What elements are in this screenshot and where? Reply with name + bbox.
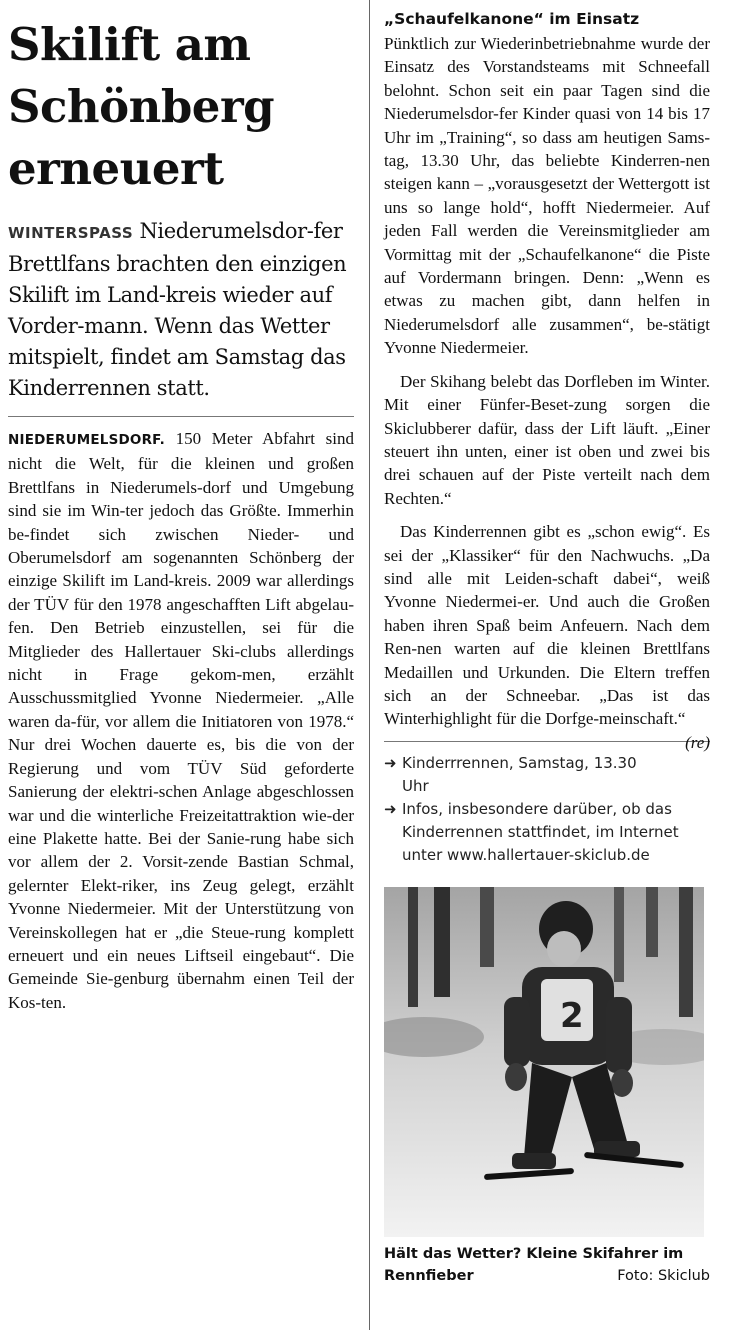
- headline-line-1: Skilift am: [8, 18, 251, 71]
- column-divider: [369, 0, 370, 1330]
- body-paragraph-3-text: Das Kinderrennen gibt es „schon ewig“. Es sei der „Klassiker“ für den Nachwuchs. „Da sind alle mit Leiden-schaft dabei“, weiß Yvonne Niedermei-er. Und auch die Großen haben ihren Spaß beim Anfeuern. Nach dem Ren-nen warten auf die kleinen Brettlfans Medaillen und Urkunden. Die Eltern treffen sich an der Schneebar. „Das ist das Winterhighlight für die Dorfge-meinschaft.“: [384, 522, 710, 729]
- arrow-right-icon: ➜: [384, 799, 397, 818]
- caption-text: Hält das Wetter? Kleine Skifahrer im Rennfieber: [384, 1245, 684, 1284]
- lead-text: Niederumelsdor-fer Brettlfans brachten den einzigen Skilift im Land-kreis wieder auf Vorder-mann. Wenn das Wetter mitspielt, findet am Samstag das Kinderrennen statt.: [8, 219, 347, 400]
- info-item: [384, 798, 710, 867]
- body-paragraph-1: Pünktlich zur Wiederinbetriebnahme wurde der Einsatz des Vorstandsteams mit Schneefall belohnt. Schon seit ein paar Tagen sind die Niederumelsdor-fer Kinder quasi von 14 bis 17 Uhr im „Training“, so dass am heutigen Sams-tag, 13.30 Uhr, das beliebte Kinderren-nen steigen kann – „vorausgesetzt der Wettergott ist uns so lange hold“, hofft Niedermeier. Auf jeden Fall werden die Vereinsmitglieder am Vormittag mit der „Schaufelkanone“ die Piste auf Vordermann bringen. Denn: „Wenn es etwas zu machen gibt, dann helfen in Niederumelsdorf alle zusammen“, be-stätigt Yvonne Niedermeier.: [384, 34, 710, 358]
- body-left-text: 150 Meter Abfahrt sind nicht die Welt, für die kleinen und großen Brettlfans in Niederumels-dorf und Umgebung sind sie im Win-ter jedoch das Größte. Immerhin be-findet sich zwischen Nieder- und Oberumelsdorf am sogenannten Schönberg der einzige Skilift im Land-kreis. 2009 war allerdings der TÜV für den 1978 angeschafften Lift abgelau-fen. Den Betrieb einzustellen, sei für die Mitglieder des Hallertauer Ski-clubs allerdings nicht in Frage gekom-men, erzählt Ausschussmitglied Yvonne Niedermeier. „Alle waren da-für, vor allem die Initiatoren von 1978.“ Nur drei Wochen dauerte es, bis die von der Regierung und vom TÜV Süd geforderte Sanierung der elektri-schen Anlage abgeschlossen war und die winterliche Freizeitattraktion wie-der eine Plakette hatte. Bei der Sanie-rung habe sich vor allem der 2. Vorsit-zende Bastian Schmal, gelernter Elekt-riker, ins Zeug gelegt, erzählt Yvonne Niedermeier. Mit der Unterstützung von Vereinskollegen hat er „die Steue-rung komplett erneuert und ein neues Liftseil eingebaut“. Die Gemeinde Sie-genburg übernahm einen Teil der Kos-ten.: [8, 429, 355, 1012]
- left-column: [8, 8, 354, 1024]
- tree-trunk: [408, 887, 418, 1007]
- photo-illustration: [384, 887, 704, 1237]
- bib-number: 2: [560, 995, 584, 1036]
- info-text: Kinderrrennen, Samstag, 13.30 Uhr: [402, 753, 637, 795]
- arrow-right-icon: ➜: [384, 753, 397, 772]
- info-divider: [384, 741, 710, 742]
- info-box: [384, 752, 710, 867]
- headline-line-3: erneuert: [8, 142, 224, 195]
- tree-trunk: [679, 887, 693, 1017]
- lead-paragraph: [8, 216, 354, 404]
- body-paragraph-3: [384, 520, 710, 752]
- tree-trunk: [434, 887, 450, 997]
- tree-trunk: [614, 887, 624, 982]
- article-body-right: [384, 32, 710, 752]
- lead-kicker: WINTERSPASS: [8, 224, 134, 242]
- tree-trunk: [646, 887, 658, 957]
- headline-line-2: Schönberg: [8, 80, 275, 133]
- right-column: [384, 8, 710, 1287]
- photo-caption: [384, 1243, 710, 1287]
- author-initials: (re): [685, 732, 710, 752]
- body-paragraph-2: Der Skihang belebt das Dorfleben im Winter. Mit einer Fünfer-Beset-zung sorgen die Skiclubberer dafür, dass der Lift läuft. „Einer steuert ihn unten, einer ist oben und zwei bis drei schauen auf der Piste verteilt nach dem Rechten.“: [384, 371, 710, 508]
- photo-credit: Foto: Skiclub: [617, 1267, 710, 1284]
- dateline: NIEDERUMELSDORF.: [8, 432, 165, 448]
- info-item: [384, 752, 663, 798]
- body-paragraph: [8, 427, 354, 1014]
- info-text: Infos, insbesondere darüber, ob das Kinderrennen stattfindet, im Internet unter www.hallertauer-skiclub.de: [402, 799, 679, 864]
- tree-trunk: [480, 887, 494, 967]
- photo-child-skier: [384, 887, 704, 1237]
- headline: [8, 14, 354, 200]
- lead-divider: [8, 416, 354, 417]
- article-body-left: [8, 427, 354, 1014]
- section-subhead: „Schaufelkanone“ im Einsatz: [384, 10, 640, 28]
